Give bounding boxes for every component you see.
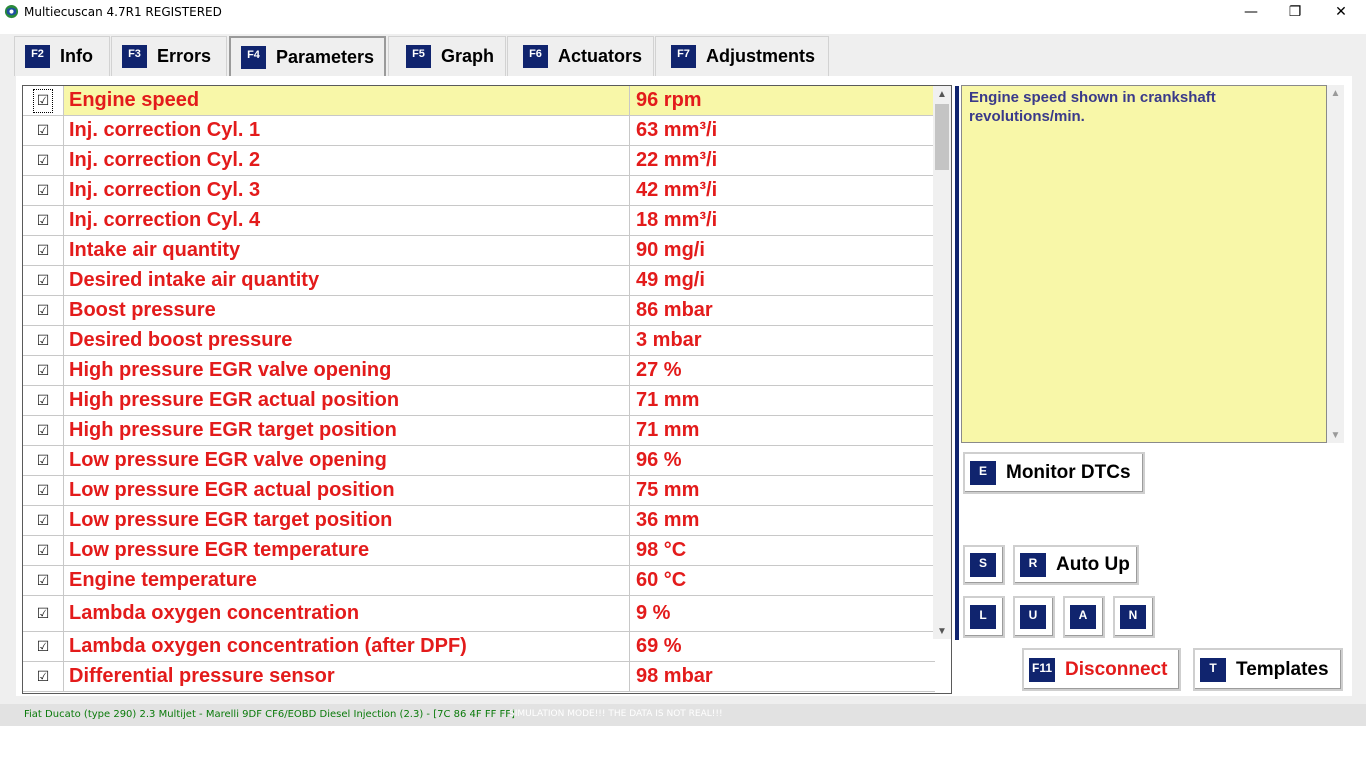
window-title: Multiecuscan 4.7R1 REGISTERED	[24, 5, 222, 19]
checkbox-icon: ☑	[36, 242, 50, 259]
parameter-value: 49 mg/i	[636, 269, 705, 291]
parameter-name: Desired intake air quantity	[64, 266, 630, 295]
table-row[interactable]	[23, 146, 935, 176]
table-row[interactable]	[23, 662, 935, 692]
table-row[interactable]	[23, 266, 935, 296]
table-row[interactable]	[23, 446, 935, 476]
ecu-info-text: Fiat Ducato (type 290) 2.3 Multijet - Marelli 9DF CF6/EOBD Diesel Injection (2.3) - [7C 86 4F FF FF]	[24, 709, 515, 720]
tab-graph[interactable]	[388, 36, 506, 76]
s-key-badge: S	[970, 553, 996, 577]
parameter-name: Inj. correction Cyl. 4	[64, 206, 630, 235]
a-key-badge: A	[1070, 605, 1096, 629]
f4-key-badge: F4	[241, 46, 266, 69]
f3-key-badge: F3	[122, 45, 147, 68]
parameter-name: Inj. correction Cyl. 3	[64, 176, 630, 205]
parameter-value: 75 mm	[636, 479, 700, 501]
checkbox-icon: ☑	[36, 512, 50, 529]
tab-info-label: Info	[60, 46, 93, 66]
row-checkbox[interactable]	[23, 206, 64, 235]
tab-actuators-label: Actuators	[558, 46, 643, 66]
parameter-value: 9 %	[636, 602, 671, 624]
parameter-value: 69 %	[636, 635, 682, 657]
row-checkbox[interactable]	[23, 356, 64, 385]
l-button[interactable]	[963, 596, 1005, 638]
parameter-name: Lambda oxygen concentration	[64, 596, 630, 631]
checkbox-icon: ☑	[36, 572, 50, 589]
u-key-badge: U	[1020, 605, 1046, 629]
checkbox-icon: ☑	[36, 422, 50, 439]
parameter-value: 96 rpm	[630, 86, 935, 115]
parameter-name: High pressure EGR valve opening	[64, 356, 630, 385]
row-checkbox[interactable]	[23, 662, 64, 691]
parameter-name: Low pressure EGR target position	[64, 506, 630, 535]
checkbox-icon: ☑	[36, 638, 50, 655]
disconnect-button[interactable]	[1022, 648, 1181, 691]
minimize-button[interactable]: —	[1244, 4, 1258, 20]
row-checkbox[interactable]	[23, 116, 64, 145]
parameter-name: Low pressure EGR valve opening	[64, 446, 630, 475]
parameter-value: 3 mbar	[636, 329, 702, 351]
title-bar	[0, 0, 1366, 24]
s-button[interactable]	[963, 545, 1005, 585]
parameter-value: 71 mm	[636, 419, 700, 441]
row-checkbox[interactable]	[23, 86, 64, 115]
table-row[interactable]	[23, 356, 935, 386]
row-checkbox[interactable]	[23, 566, 64, 595]
parameter-name: Inj. correction Cyl. 2	[64, 146, 630, 175]
scroll-up-arrow-icon[interactable]: ▲	[1330, 87, 1341, 99]
checkbox-icon: ☑	[36, 302, 50, 319]
parameter-name: High pressure EGR actual position	[64, 386, 630, 415]
tab-graph-label: Graph	[441, 46, 495, 66]
checkbox-icon: ☑	[36, 212, 50, 229]
parameter-name: Engine temperature	[64, 566, 630, 595]
table-row[interactable]	[23, 296, 935, 326]
table-row[interactable]	[23, 476, 935, 506]
parameter-value: 60 °C	[636, 569, 687, 591]
parameter-name: Boost pressure	[64, 296, 630, 325]
table-row[interactable]	[23, 416, 935, 446]
disconnect-label: Disconnect	[1065, 658, 1168, 680]
tab-actuators[interactable]	[507, 36, 654, 76]
parameter-value: 18 mm³/i	[636, 209, 718, 231]
e-key-badge: E	[970, 461, 996, 485]
checkbox-icon: ☑	[36, 605, 50, 622]
l-key-badge: L	[970, 605, 996, 629]
row-checkbox[interactable]	[23, 506, 64, 535]
tab-errors-label: Errors	[157, 46, 212, 66]
parameter-name: Low pressure EGR temperature	[64, 536, 630, 565]
checkbox-icon: ☑	[36, 272, 50, 289]
row-checkbox[interactable]	[23, 596, 64, 631]
parameter-name: Differential pressure sensor	[64, 662, 630, 691]
row-checkbox[interactable]	[23, 536, 64, 565]
checkbox-icon: ☑	[36, 668, 50, 685]
parameter-value: 42 mm³/i	[636, 179, 718, 201]
row-checkbox[interactable]	[23, 446, 64, 475]
table-row[interactable]	[23, 506, 935, 536]
tab-adjustments-label: Adjustments	[706, 46, 816, 66]
checkbox-icon: ☑	[36, 452, 50, 469]
parameter-value: 96 %	[636, 449, 682, 471]
description-scrollbar[interactable]	[1327, 85, 1344, 443]
parameter-name: High pressure EGR target position	[64, 416, 630, 445]
table-row[interactable]	[23, 596, 935, 632]
table-row[interactable]	[23, 632, 935, 662]
parameter-name: Lambda oxygen concentration (after DPF)	[64, 632, 630, 661]
simulation-mode-text: SIMULATION MODE!!! THE DATA IS NOT REAL!!!	[509, 709, 723, 719]
status-bar	[0, 704, 1366, 726]
checkbox-icon: ☑	[36, 542, 50, 559]
checkbox-icon: ☑	[36, 122, 50, 139]
table-row[interactable]	[23, 116, 935, 146]
scroll-down-arrow-icon[interactable]: ▼	[937, 625, 947, 637]
row-checkbox[interactable]	[23, 326, 64, 355]
f2-key-badge: F2	[25, 45, 50, 68]
checkbox-icon: ☑	[36, 152, 50, 169]
templates-button[interactable]	[1193, 648, 1343, 691]
checkbox-icon: ☑	[36, 362, 50, 379]
panel-divider	[955, 86, 959, 640]
checkbox-icon: ☑	[36, 92, 50, 109]
monitor-dtcs-label: Monitor DTCs	[1006, 462, 1131, 483]
row-checkbox[interactable]	[23, 146, 64, 175]
parameter-name: Engine speed	[64, 86, 630, 115]
row-checkbox[interactable]	[23, 416, 64, 445]
tab-errors[interactable]	[111, 36, 227, 76]
tab-adjustments[interactable]	[655, 36, 829, 76]
auto-up-button[interactable]	[1013, 545, 1139, 585]
row-checkbox[interactable]	[23, 236, 64, 265]
parameter-value: 71 mm	[636, 389, 700, 411]
n-button[interactable]	[1113, 596, 1155, 638]
f6-key-badge: F6	[523, 45, 548, 68]
scroll-up-arrow-icon[interactable]: ▲	[937, 88, 947, 100]
table-row[interactable]	[23, 176, 935, 206]
scroll-down-arrow-icon[interactable]: ▼	[1330, 429, 1341, 441]
parameter-name: Desired boost pressure	[64, 326, 630, 355]
parameter-value: 22 mm³/i	[636, 149, 718, 171]
row-checkbox[interactable]	[23, 176, 64, 205]
parameter-value: 86 mbar	[636, 299, 713, 321]
r-key-badge: R	[1020, 553, 1046, 577]
parameters-table	[22, 85, 952, 694]
table-row[interactable]	[23, 86, 935, 116]
f5-key-badge: F5	[406, 45, 431, 68]
checkbox-icon: ☑	[36, 482, 50, 499]
parameter-value: 27 %	[636, 359, 682, 381]
f11-key-badge: F11	[1029, 658, 1055, 682]
tab-info[interactable]	[14, 36, 110, 76]
table-row[interactable]	[23, 206, 935, 236]
u-button[interactable]	[1013, 596, 1055, 638]
parameter-name: Low pressure EGR actual position	[64, 476, 630, 505]
t-key-badge: T	[1200, 658, 1226, 682]
table-scrollbar[interactable]	[933, 86, 951, 639]
row-checkbox[interactable]	[23, 632, 64, 661]
row-checkbox[interactable]	[23, 296, 64, 325]
maximize-button[interactable]: ❐	[1288, 4, 1302, 20]
parameter-value: 90 mg/i	[636, 239, 705, 261]
row-checkbox[interactable]	[23, 476, 64, 505]
templates-label: Templates	[1236, 658, 1329, 680]
table-row[interactable]	[23, 236, 935, 266]
tab-parameters-label: Parameters	[276, 46, 375, 67]
parameter-value: 36 mm	[636, 509, 700, 531]
parameter-value: 98 °C	[636, 539, 687, 561]
parameter-value: 98 mbar	[636, 665, 713, 687]
checkbox-icon: ☑	[36, 332, 50, 349]
row-checkbox[interactable]	[23, 386, 64, 415]
scrollbar-thumb[interactable]	[935, 104, 949, 170]
parameter-name: Intake air quantity	[64, 236, 630, 265]
table-row[interactable]	[23, 386, 935, 416]
checkbox-icon: ☑	[36, 182, 50, 199]
table-row[interactable]	[23, 536, 935, 566]
table-row[interactable]	[23, 566, 935, 596]
row-checkbox[interactable]	[23, 266, 64, 295]
tab-parameters[interactable]	[229, 36, 386, 76]
table-row[interactable]	[23, 326, 935, 356]
n-key-badge: N	[1120, 605, 1146, 629]
parameter-name: Inj. correction Cyl. 1	[64, 116, 630, 145]
monitor-dtcs-button[interactable]	[963, 452, 1145, 494]
close-button[interactable]: ✕	[1335, 4, 1347, 20]
app-logo-icon	[4, 4, 19, 19]
parameter-description: Engine speed shown in crankshaft revolutions/min.	[961, 85, 1327, 443]
a-button[interactable]	[1063, 596, 1105, 638]
auto-up-label: Auto Up	[1056, 554, 1130, 575]
checkbox-icon: ☑	[36, 392, 50, 409]
parameter-value: 63 mm³/i	[636, 119, 718, 141]
f7-key-badge: F7	[671, 45, 696, 68]
